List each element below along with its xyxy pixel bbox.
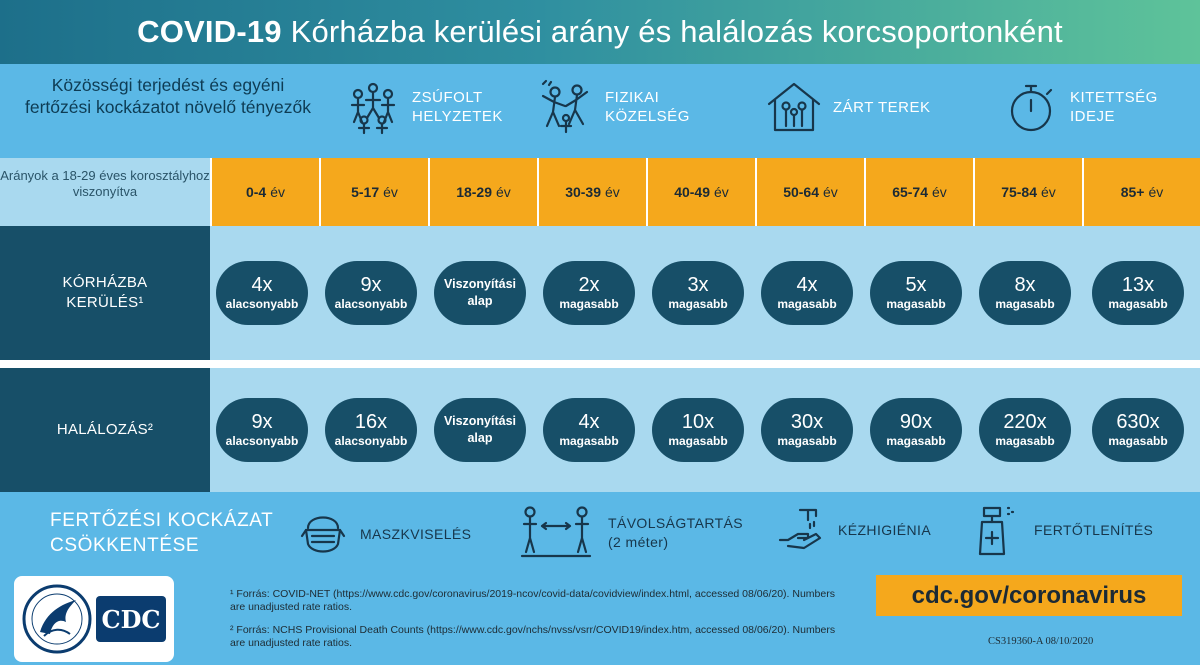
rate-pill [979, 261, 1071, 325]
rate-direction: magasabb [777, 434, 837, 448]
reference-pill [434, 261, 526, 325]
title-line1: FERTŐZÉSI KOCKÁZAT [50, 510, 274, 531]
handwashing-icon [778, 506, 824, 554]
age-group: 75-84 [1001, 184, 1037, 200]
rate-direction: alacsonyabb [334, 297, 408, 311]
factor-label-line2: IDEJE [1070, 108, 1116, 125]
factor-closed-spaces [765, 78, 931, 136]
footer [0, 574, 1200, 665]
reference-label: Viszonyítási alap [443, 277, 517, 308]
ages-label: Arányok a 18-29 éves korosztályhoz viszonyítva [0, 158, 210, 226]
age-group: 30-39 [565, 184, 601, 200]
page-title [137, 14, 1063, 50]
rate-value: 16x [354, 411, 388, 433]
factor-label-line1: FIZIKAI [605, 89, 660, 106]
age-cell [864, 158, 973, 226]
factor-label-line2: KÖZELSÉG [605, 108, 690, 125]
age-unit: év [270, 184, 286, 200]
measure-handwashing [778, 506, 931, 554]
hospitalization-label [0, 226, 210, 360]
rate-pill [1092, 261, 1184, 325]
distancing-icon [518, 504, 594, 562]
source-footnote-2: ² Forrás: NCHS Provisional Death Counts (https://www.cdc.gov/nchs/nvss/vsrr/COVID19/index.htm, accessed 08/06/20). Numbers are unadjusted rate ratios. [230, 624, 836, 649]
risk-reduction-title [50, 508, 273, 558]
factor-label-line1: ZSÚFOLT [412, 89, 483, 106]
age-cell [537, 158, 646, 226]
rate-value: 4x [578, 411, 600, 433]
rate-value: 630x [1116, 411, 1160, 433]
rate-value: 3x [687, 274, 709, 296]
age-unit: év [823, 184, 838, 200]
spray-bottle-icon [974, 504, 1020, 556]
rate-value: 5x [905, 274, 927, 296]
age-group: 85+ [1120, 184, 1145, 200]
crowd-icon [344, 78, 402, 136]
rate-pill [761, 398, 853, 462]
cdc-logo[interactable] [14, 576, 174, 662]
rate-pill [325, 261, 417, 325]
rate-direction: magasabb [559, 297, 619, 311]
age-cell [319, 158, 428, 226]
age-unit: év [1041, 184, 1056, 200]
rate-direction: magasabb [886, 297, 946, 311]
measure-disinfection [974, 504, 1153, 556]
rate-value: 30x [790, 411, 824, 433]
title-rest: Kórházba kerülési arány és halálozás korcsoportonként [290, 14, 1063, 49]
hospitalization-row [0, 226, 1200, 360]
dancing-people-icon [537, 78, 595, 136]
rate-pill [979, 398, 1071, 462]
measure-mask [300, 510, 471, 558]
factors-intro: Közösségi terjedést és egyéni fertőzési kockázatot növelő tényezők [25, 75, 311, 117]
rate-value: 10x [681, 411, 715, 433]
cdc-wordmark: CDC [96, 596, 166, 642]
rate-pill [761, 261, 853, 325]
age-unit: év [383, 184, 398, 200]
rate-pill [1092, 398, 1184, 462]
rate-direction: magasabb [1108, 434, 1168, 448]
stopwatch-icon [1002, 78, 1060, 136]
age-cell [973, 158, 1082, 226]
reference-label: Viszonyítási alap [443, 414, 517, 445]
measure-sublabel: (2 méter) [608, 534, 669, 550]
face-mask-icon [300, 510, 346, 558]
age-cell [755, 158, 864, 226]
hhs-seal-icon [22, 582, 92, 656]
age-group: 0-4 [245, 184, 267, 200]
rate-value: 2x [578, 274, 600, 296]
rate-pill [543, 261, 635, 325]
rate-value: 8x [1014, 274, 1036, 296]
rate-pill [652, 261, 744, 325]
rate-direction: alacsonyabb [225, 434, 299, 448]
measure-label: FERTŐTLENÍTÉS [1034, 521, 1154, 538]
rate-pill [325, 398, 417, 462]
age-group: 18-29 [456, 184, 492, 200]
age-group: 50-64 [783, 184, 819, 200]
rate-value: 4x [251, 274, 273, 296]
age-cell [646, 158, 755, 226]
age-group: 40-49 [674, 184, 710, 200]
factor-proximity [537, 78, 690, 136]
row-divider [0, 360, 1200, 368]
factor-label-line1: KITETTSÉG [1070, 89, 1158, 106]
rate-direction: magasabb [668, 434, 728, 448]
reference-pill [434, 398, 526, 462]
rate-pill [870, 261, 962, 325]
rate-pill [216, 261, 308, 325]
death-row [0, 368, 1200, 492]
title-line2: CSÖKKENTÉSE [50, 535, 200, 556]
rate-direction: alacsonyabb [225, 297, 299, 311]
age-cell [428, 158, 537, 226]
label-line1: KÓRHÁZBA [62, 274, 148, 291]
rate-pill [870, 398, 962, 462]
rate-value: 220x [1003, 411, 1047, 433]
rate-value: 9x [251, 411, 273, 433]
rate-pill [652, 398, 744, 462]
title-bold: COVID-19 [137, 14, 282, 49]
rate-direction: magasabb [995, 297, 1055, 311]
age-unit: év [1148, 184, 1164, 200]
factor-label-line1: ZÁRT TEREK [833, 98, 931, 116]
label-line2: KERÜLÉS¹ [66, 294, 144, 311]
measure-distancing [518, 504, 743, 562]
factor-crowded [344, 78, 503, 136]
age-unit: év [496, 184, 511, 200]
rate-pill [543, 398, 635, 462]
measure-label: MASZKVISELÉS [360, 525, 472, 542]
rate-direction: magasabb [995, 434, 1055, 448]
risk-factors-row [0, 64, 1200, 158]
rate-pill [216, 398, 308, 462]
age-unit: év [605, 184, 620, 200]
rate-direction: magasabb [559, 434, 619, 448]
age-unit: év [932, 184, 947, 200]
factor-exposure-time [1002, 78, 1158, 136]
age-group: 5-17 [351, 184, 380, 200]
rate-direction: magasabb [668, 297, 728, 311]
document-code: CS319360-A 08/10/2020 [988, 636, 1094, 647]
death-label [0, 368, 210, 492]
age-cell [1082, 158, 1200, 226]
measure-label: KÉZHIGIÉNIA [838, 521, 932, 538]
rate-direction: magasabb [1108, 297, 1168, 311]
rate-direction: magasabb [777, 297, 837, 311]
house-people-icon [765, 78, 823, 136]
rate-direction: alacsonyabb [334, 434, 408, 448]
age-group: 65-74 [892, 184, 928, 200]
age-unit: év [714, 184, 729, 200]
label-text: HALÁLOZÁS² [56, 421, 154, 438]
source-footnote-1: ¹ Forrás: COVID-NET (https://www.cdc.gov/coronavirus/2019-ncov/covid-data/covidview/index.html, accessed 08/06/20). Numbers are unadjusted rate ratios. [230, 588, 835, 613]
rate-value: 9x [360, 274, 382, 296]
rate-value: 4x [796, 274, 818, 296]
cdc-url-link[interactable]: cdc.gov/coronavirus [876, 575, 1182, 616]
age-groups-row [0, 158, 1200, 226]
measure-label: TÁVOLSÁGTARTÁS [608, 515, 744, 531]
header-banner [0, 0, 1200, 64]
rate-value: 90x [899, 411, 933, 433]
rate-direction: magasabb [886, 434, 946, 448]
factor-label-line2: HELYZETEK [412, 108, 503, 125]
rate-value: 13x [1121, 274, 1155, 296]
age-cell [210, 158, 319, 226]
risk-reduction-row [0, 492, 1200, 574]
sources [230, 588, 840, 660]
